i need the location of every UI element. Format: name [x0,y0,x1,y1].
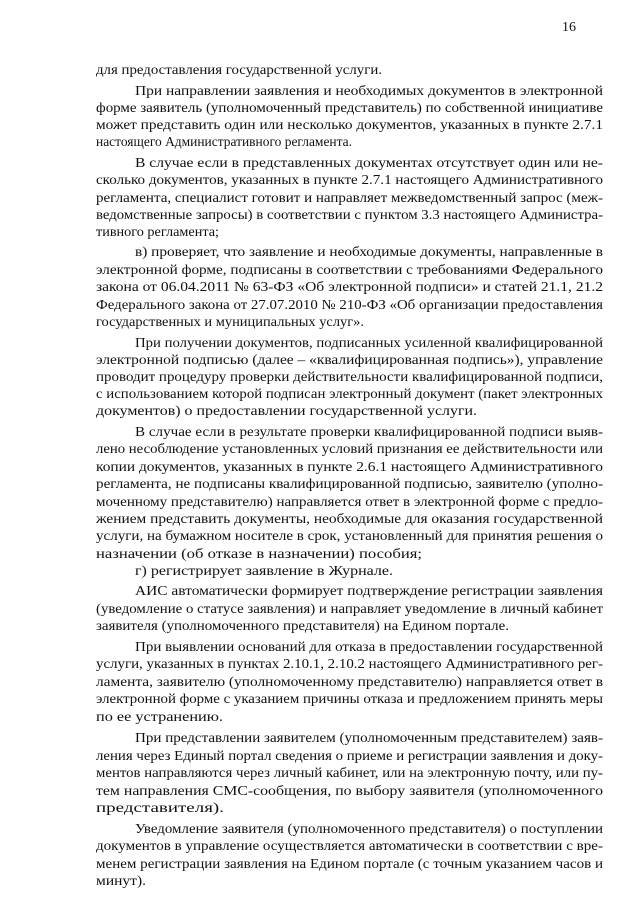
text-line: копии документов, указанных в пункте 2.6.1 настоящего Административного [96,460,603,475]
text-line: представителя). [96,801,224,816]
text-line: регламента, специалист готовит и направляет межведомственный запрос (меж- [96,191,603,206]
text-line: ления через Единый портал сведения о приеме и регистрации заявления и доку- [96,749,603,764]
text-line: лено несоблюдение установленных условий признания ее действительности или [96,442,603,457]
text-line: ментов направляются через личный кабинет, или на электронную почту, или пу- [96,766,603,781]
text-line: жением представить документы, необходимые для оказания государственной [96,512,603,527]
text-line: электронной форме, подписаны в соответствии с требованиями Федерального [96,263,603,278]
text-line: Уведомление заявителя (уполномоченного представителя) о поступлении [135,822,603,837]
text-line: государственных и муниципальных услуг». [96,315,364,330]
text-line: может представить один или несколько документов, указанных в пункте 2.7.1 [96,118,603,133]
text-line: настоящего Административного регламента. [96,135,352,150]
text-line: АИС автоматически формирует подтверждение регистрации заявления [135,584,603,599]
text-line: в) проверяет, что заявление и необходимые документы, направленные в [135,245,603,260]
text-line: для предоставления государственной услуги. [96,63,382,78]
text-line: заявителя (уполномоченного представителя) на Едином портале. [96,619,509,634]
text-line: В случае если в представленных документах отсутствует один или не- [135,156,603,171]
text-line: документов в управление осуществляется автоматически в соответствии с вре- [96,839,603,854]
text-line: с использованием которой подписан электронный документ (пакет электронных [96,387,603,402]
text-line: При направлении заявления и необходимых документов в электронной [135,84,603,99]
text-line: При получении документов, подписанных усиленной квалифицированной [135,336,603,351]
text-line: закона от 06.04.2011 № 63-ФЗ «Об электронной подписи» и статей 21.1, 21.2 [96,280,603,295]
text-line: г) регистрирует заявление в Журнале. [135,564,393,579]
text-line: проводит процедуру проверки действительности квалифицированной подписи, [96,370,603,385]
text-line: ламента, заявителю (уполномоченному представителю) направляется ответ в [96,675,603,690]
text-line: (уведомление о статусе заявления) и направляет уведомление в личный кабинет [96,602,603,617]
text-line: тем направления СМС-сообщения, по выбору заявителя (уполномоченного [96,784,603,799]
text-line: назначении (об отказе в назначении) пособия; [96,547,422,562]
text-line: регламента, не подписаны квалифицированной подписью, заявителю (уполно- [96,477,603,492]
text-line: сколько документов, указанных в пункте 2.7.1 настоящего Административного [96,173,603,188]
text-line: менем регистрации заявления на Едином портале (с точным указанием часов и [96,857,603,872]
text-line: тивного регламента; [96,225,219,240]
text-line: электронной подписью (далее – «квалифицированная подпись»), управление [96,353,603,368]
text-line: форме заявитель (уполномоченный представитель) по собственной инициативе [96,101,603,116]
text-line: моченному представителю) направляется ответ в электронной форме с предло- [96,495,603,510]
text-line: документов) о предоставлении государственной услуги. [96,404,477,419]
text-line: по ее устранению. [96,710,223,725]
text-line: услуги, на бумажном носителе в срок, установленный для принятия решения о [96,529,603,544]
page-number: 16 [562,20,576,35]
text-line: При выявлении оснований для отказа в предоставлении государственной [135,640,603,655]
text-line: электронной форме с указанием причины отказа и предложением принять меры [96,692,603,707]
text-line: Федерального закона от 27.07.2010 № 210-ФЗ «Об организации предоставления [96,298,603,313]
text-line: минут). [96,874,146,889]
text-line: В случае если в результате проверки квалифицированной подписи выяв- [135,425,603,440]
text-line: услуги, указанных в пунктах 2.10.1, 2.10.2 настоящего Административного рег- [96,657,603,672]
text-line: При представлении заявителем (уполномоченным представителем) заяв- [135,731,603,746]
text-line: ведомственные запросы) в соответствии с пунктом 3.3 настоящего Администра- [96,208,603,223]
